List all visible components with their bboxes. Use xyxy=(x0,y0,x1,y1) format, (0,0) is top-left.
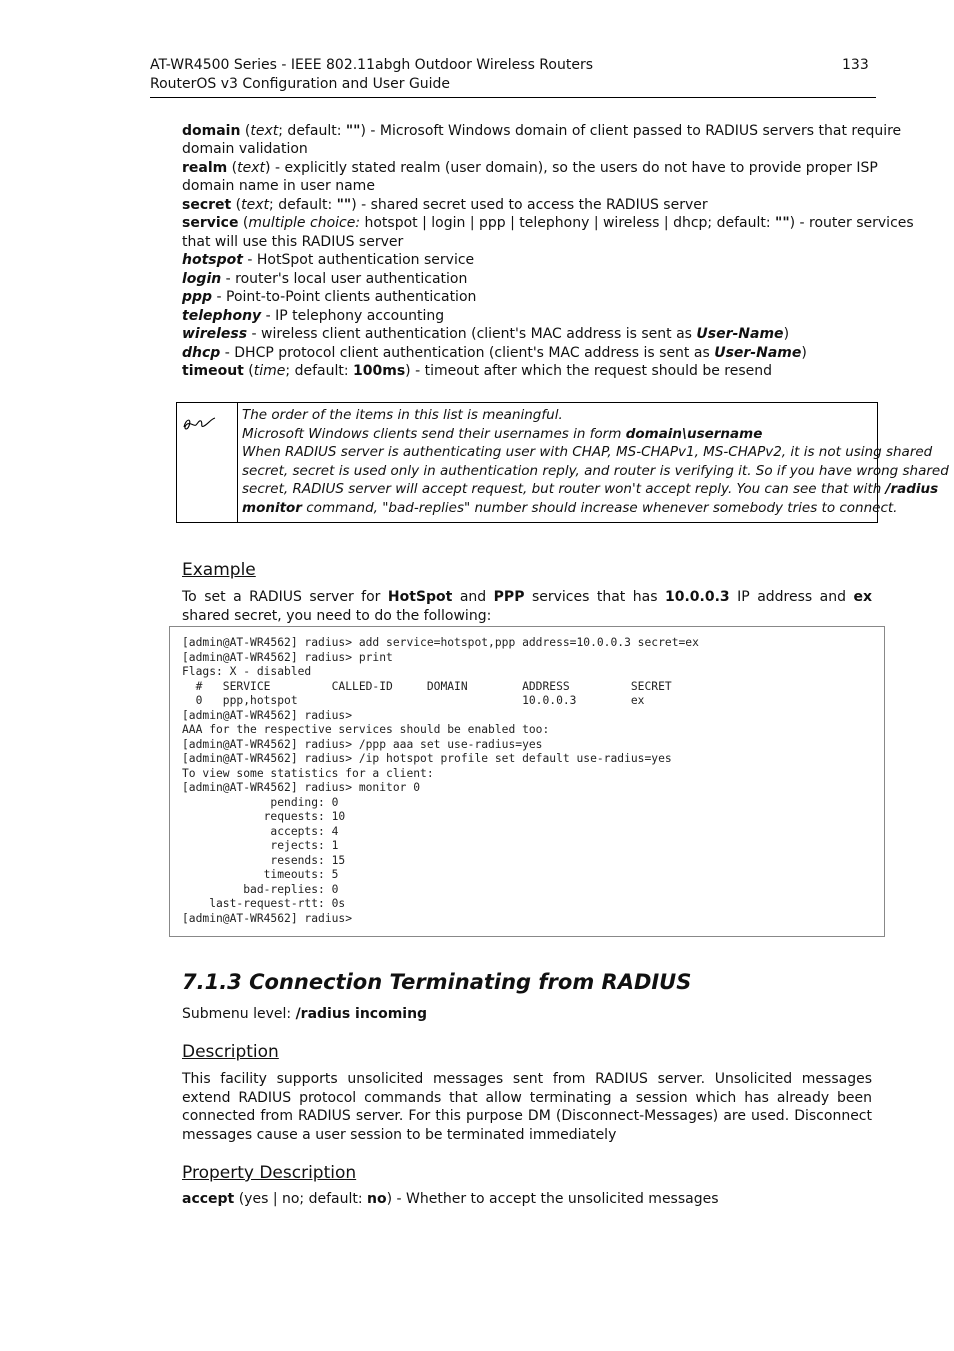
service-telephony: telephony - IP telephony accounting xyxy=(182,308,445,324)
note-line: The order of the items in this list is meaningful. xyxy=(242,407,563,423)
property-domain: domain (text; default: "") - Microsoft Windows domain of client passed to RADIUS servers that require xyxy=(182,123,902,139)
property-realm: realm (text) - explicitly stated realm (user domain), so the users do not have to provide proper ISP xyxy=(182,160,878,176)
service-login: login - router's local user authentication xyxy=(182,271,468,287)
page-number: 133 xyxy=(842,57,869,73)
service-dhcp: dhcp - DHCP protocol client authentication (client's MAC address is sent as User-Name) xyxy=(182,345,807,361)
note-text xyxy=(242,406,949,518)
example-heading: Example xyxy=(182,560,256,580)
note-line: secret, RADIUS server will accept request, but router won't accept reply. You can see that with /radius xyxy=(242,481,939,498)
note-line: Microsoft Windows clients send their usernames in form domain\username xyxy=(242,425,763,442)
note-pen-icon xyxy=(181,415,217,433)
property-service-cont: that will use this RADIUS server xyxy=(182,234,404,250)
example-paragraph: To set a RADIUS server for HotSpot and PPP services that has 10.0.0.3 IP address and ex shared secret, you need to do the following: xyxy=(182,589,873,624)
submenu-level: Submenu level: /radius incoming xyxy=(182,1006,428,1022)
note-line: secret, secret is used only in authentication reply, and router is verifying it. So if you have wrong shared xyxy=(242,462,949,479)
service-wireless: wireless - wireless client authentication (client's MAC address is sent as User-Name) xyxy=(182,326,790,342)
property-realm-cont: domain name in user name xyxy=(182,178,375,194)
header-title-line1: AT-WR4500 Series - IEEE 802.11abgh Outdoor Wireless Routers xyxy=(150,57,593,73)
service-hotspot: hotspot - HotSpot authentication service xyxy=(182,252,475,268)
description-paragraph: This facility supports unsolicited messages sent from RADIUS server. Unsolicited messages extend RADIUS protocol commands that allow terminating a session which has already been connected from RADIUS server. For this purpose DM (Disconnect-Messages) are used. Disconnect messages cause a user session to be terminated immediately xyxy=(182,1071,872,1143)
description-heading: Description xyxy=(182,1042,279,1062)
header-rule xyxy=(150,97,876,98)
note-line: When RADIUS server is authenticating user with CHAP, MS-CHAPv1, MS-CHAPv2, it is not using shared xyxy=(242,444,933,461)
property-domain-cont: domain validation xyxy=(182,141,308,157)
note-divider xyxy=(237,403,238,522)
property-accept: accept (yes | no; default: no) - Whether to accept the unsolicited messages xyxy=(182,1191,719,1207)
section-title: 7.1.3 Connection Terminating from RADIUS xyxy=(182,970,692,994)
code-text: [admin@AT-WR4562] radius> add service=hotspot,ppp address=10.0.0.3 secret=ex [admin@AT-WR4562] radius> print Flags: X - disabled # SERVICE CALLED-ID DOMAIN ADDRESS SECRET 0 ppp,hotspot 10.0.0.3 ex [admin@AT-WR4562] radius> AAA for the respective services should be enabled too: [admin@AT-WR4562] radius> /ppp aaa set use-radius=yes [admin@AT-WR4562] radius> /ip hotspot profile set default use-radius=yes To view some statistics for a client: [admin@AT-WR4562] radius> monitor 0 pending: 0 requests: 10 accepts: 4 rejects: 1 resends: 15 timeouts: 5 bad-replies: 0 last-request-rtt: 0s [admin@AT-WR4562] radius> xyxy=(182,636,699,925)
service-ppp: ppp - Point-to-Point clients authentication xyxy=(182,289,477,305)
property-secret: secret (text; default: "") - shared secret used to access the RADIUS server xyxy=(182,197,708,213)
note-line: monitor command, "bad-replies" number should increase whenever somebody tries to connect. xyxy=(242,499,898,516)
code-block xyxy=(169,626,885,937)
property-description-heading: Property Description xyxy=(182,1163,357,1183)
property-timeout: timeout (time; default: 100ms) - timeout after which the request should be resend xyxy=(182,363,773,379)
header-title-line2: RouterOS v3 Configuration and User Guide xyxy=(150,76,451,92)
property-service: service (multiple choice: hotspot | login | ppp | telephony | wireless | dhcp; default: "") - router services xyxy=(182,215,914,231)
note-box xyxy=(176,402,949,523)
